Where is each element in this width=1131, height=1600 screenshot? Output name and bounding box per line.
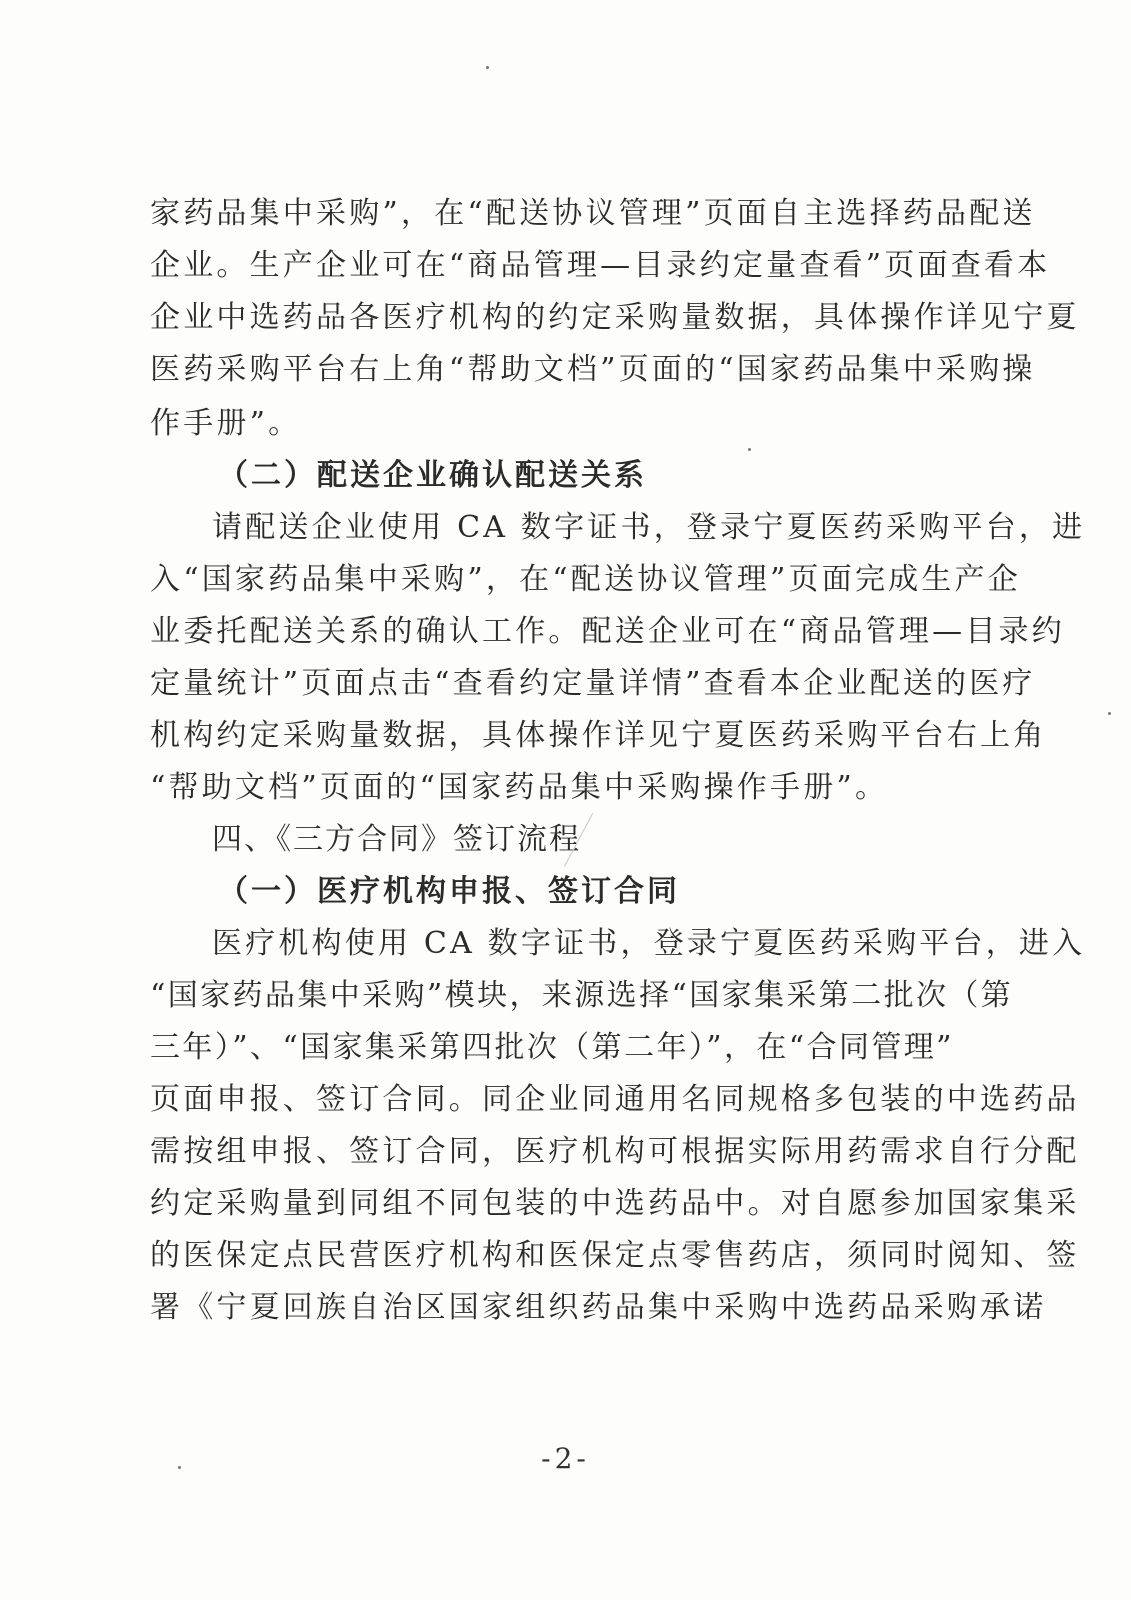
paragraph-1-line-1: 家药品集中采购”，在“配送协议管理”页面自主选择药品配送	[150, 196, 1036, 231]
paragraph-2-line-6: “帮助文档”页面的“国家药品集中采购操作手册”。	[150, 770, 889, 805]
scan-speck	[1108, 712, 1111, 715]
scan-speck	[748, 448, 751, 451]
paragraph-2-line-2: 入“国家药品集中采购”，在“配送协议管理”页面完成生产企	[150, 562, 1021, 597]
paragraph-1-line-3: 企业中选药品各医疗机构的约定采购量数据，具体操作详见宁夏	[150, 300, 1080, 335]
paragraph-3-line-8: 署《宁夏回族自治区国家组织药品集中采购中选药品采购承诺	[150, 1290, 1047, 1325]
paragraph-1-line-5: 作手册”。	[150, 406, 302, 441]
paragraph-2-line-5: 机构约定采购量数据，具体操作详见宁夏医药采购平台右上角	[150, 718, 1047, 753]
paragraph-3-line-7: 的医保定点民营医疗机构和医保定点零售药店，须同时阅知、签	[150, 1238, 1080, 1273]
section-heading-4: 四、《三方合同》签订流程	[212, 822, 581, 857]
paragraph-2-line-4: 定量统计”页面点击“查看约定量详情”查看本企业配送的医疗	[150, 666, 1036, 701]
section-heading-4-1: （一）医疗机构申报、签订合同	[218, 874, 680, 909]
page-number: -2-	[541, 1442, 590, 1475]
section-heading-2-2: （二）配送企业确认配送关系	[218, 458, 647, 493]
paragraph-2-line-1: 请配送企业使用 CA 数字证书，登录宁夏医药采购平台，进	[212, 510, 1086, 545]
scan-speck	[486, 66, 489, 69]
paragraph-2-line-3: 业委托配送关系的确认工作。配送企业可在“商品管理—目录约	[150, 614, 1065, 649]
paragraph-3-line-5: 需按组申报、签订合同，医疗机构可根据实际用药需求自行分配	[150, 1134, 1080, 1169]
paragraph-3-line-1: 医疗机构使用 CA 数字证书，登录宁夏医药采购平台，进入	[212, 926, 1086, 961]
paragraph-1-line-4: 医药采购平台右上角“帮助文档”页面的“国家药品集中采购操	[150, 352, 1036, 387]
paragraph-1-line-2: 企业。生产企业可在“商品管理—目录约定量查看”页面查看本	[150, 248, 1051, 283]
paragraph-3-line-3: 三年）”、“国家集采第四批次（第二年）”，在“合同管理”	[150, 1030, 954, 1065]
paragraph-3-line-6: 约定采购量到同组不同包装的中选药品中。对自愿参加国家集采	[150, 1186, 1080, 1221]
paragraph-3-line-2: “国家药品集中采购”模块，来源选择“国家集采第二批次（第	[150, 978, 1014, 1013]
paragraph-3-line-4: 页面申报、签订合同。同企业同通用名同规格多包装的中选药品	[150, 1082, 1080, 1117]
scan-speck	[178, 1466, 181, 1469]
